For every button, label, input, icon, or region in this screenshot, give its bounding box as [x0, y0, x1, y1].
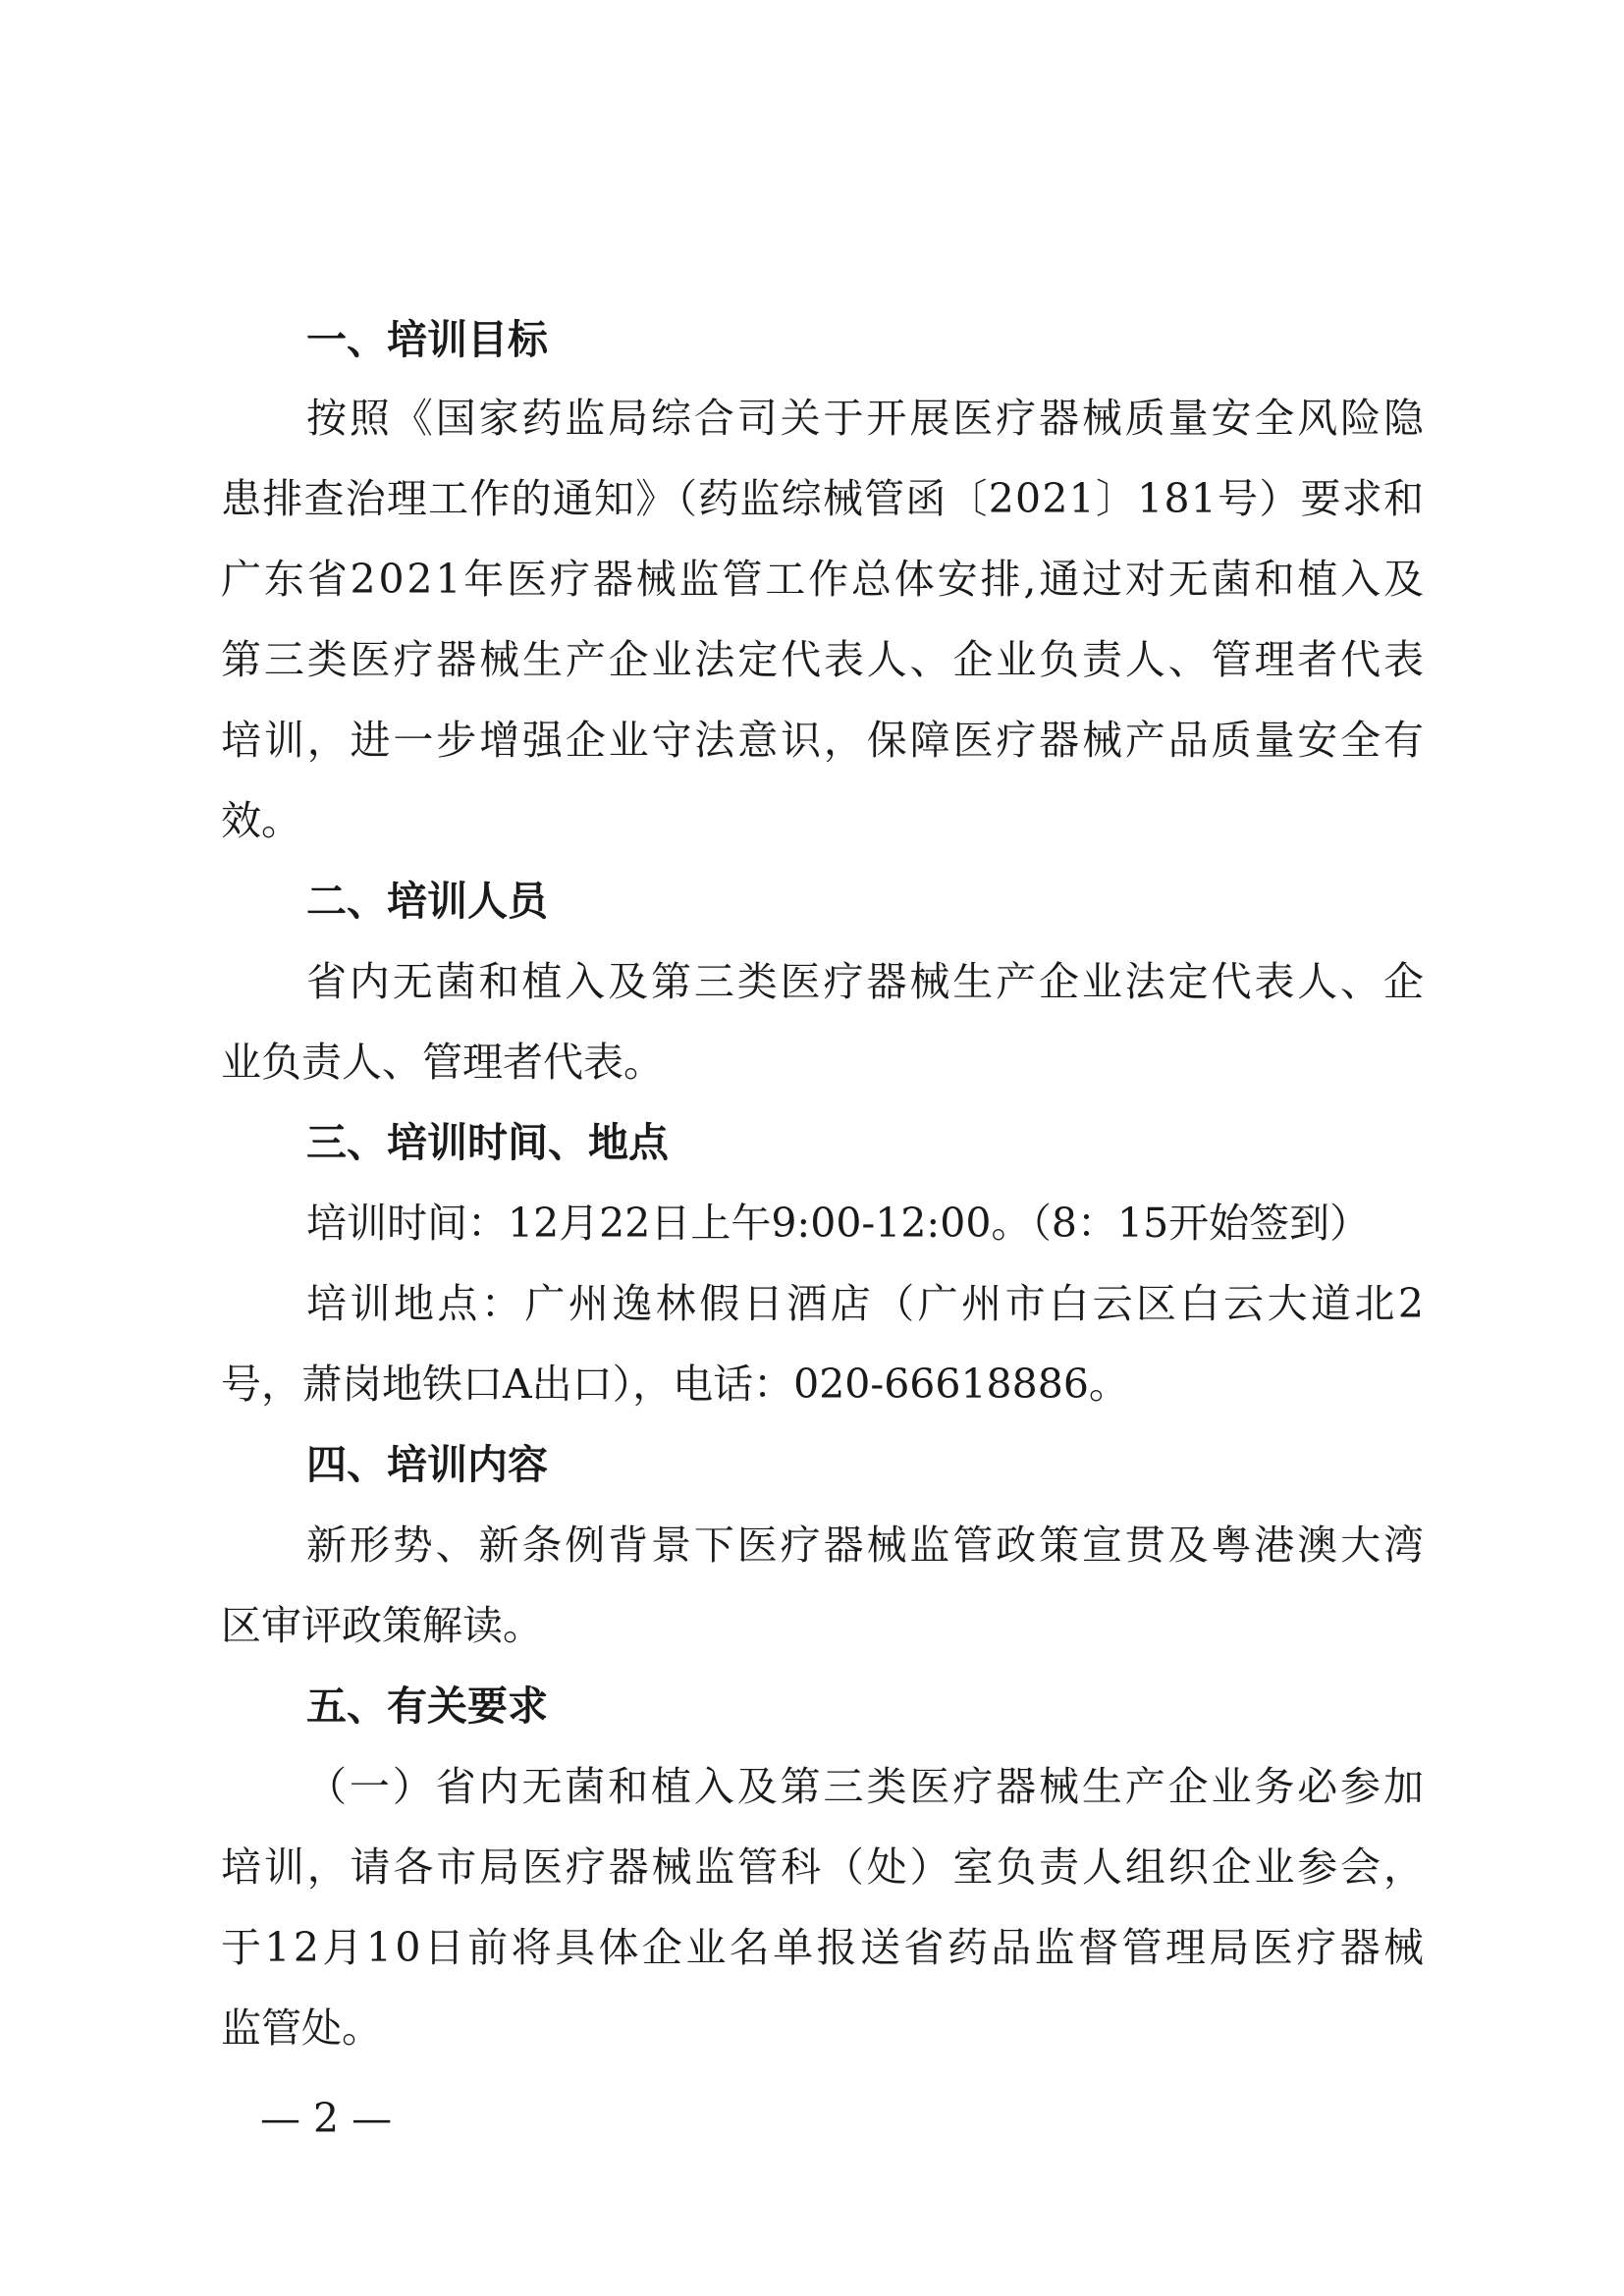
paragraph-line: 按照《国家药监局综合司关于开展医疗器械质量安全风险隐: [306, 395, 1427, 442]
training-time-line: 培训时间：12月22日上午9:00-12:00。（8：15开始签到）: [306, 1200, 1371, 1247]
paragraph-line: 新形势、新条例背景下医疗器械监管政策宣贯及粤港澳大湾: [306, 1522, 1427, 1569]
paragraph-line: （一）省内无菌和植入及第三类医疗器械生产企业务必参加: [306, 1763, 1427, 1810]
paragraph-line: 第三类医疗器械生产企业法定代表人、企业负责人、管理者代表: [221, 636, 1427, 683]
section-heading-content: 四、培训内容: [306, 1441, 548, 1488]
paragraph-line: 区审评政策解读。: [221, 1602, 543, 1649]
paragraph-line: 业负责人、管理者代表。: [221, 1039, 664, 1086]
training-place-line: 号，萧岗地铁口A出口），电话：020-66618886。: [221, 1361, 1129, 1408]
paragraph-line: 监管处。: [221, 2004, 382, 2052]
paragraph-line: 效。: [221, 797, 301, 844]
section-heading-time-place: 三、培训时间、地点: [306, 1119, 669, 1166]
section-heading-participants: 二、培训人员: [306, 878, 548, 925]
page-number: — 2 —: [260, 2095, 393, 2142]
paragraph-line: 于12月10日前将具体企业名单报送省药品监督管理局医疗器械: [221, 1924, 1428, 1971]
section-heading-requirements: 五、有关要求: [306, 1682, 548, 1730]
paragraph-line: 省内无菌和植入及第三类医疗器械生产企业法定代表人、企: [306, 958, 1427, 1005]
training-place-line: 培训地点：广州逸林假日酒店（广州市白云区白云大道北2: [306, 1280, 1428, 1327]
paragraph-line: 患排查治理工作的通知》（药监综械管函〔2021〕181号）要求和: [221, 475, 1426, 522]
paragraph-line: 培训，请各市局医疗器械监管科（处）室负责人组织企业参会，: [221, 1843, 1427, 1891]
paragraph-line: 培训，进一步增强企业守法意识，保障医疗器械产品质量安全有: [221, 717, 1427, 764]
paragraph-line: 广东省2021年医疗器械监管工作总体安排,通过对无菌和植入及: [221, 556, 1427, 603]
section-heading-goals: 一、培训目标: [306, 316, 548, 363]
